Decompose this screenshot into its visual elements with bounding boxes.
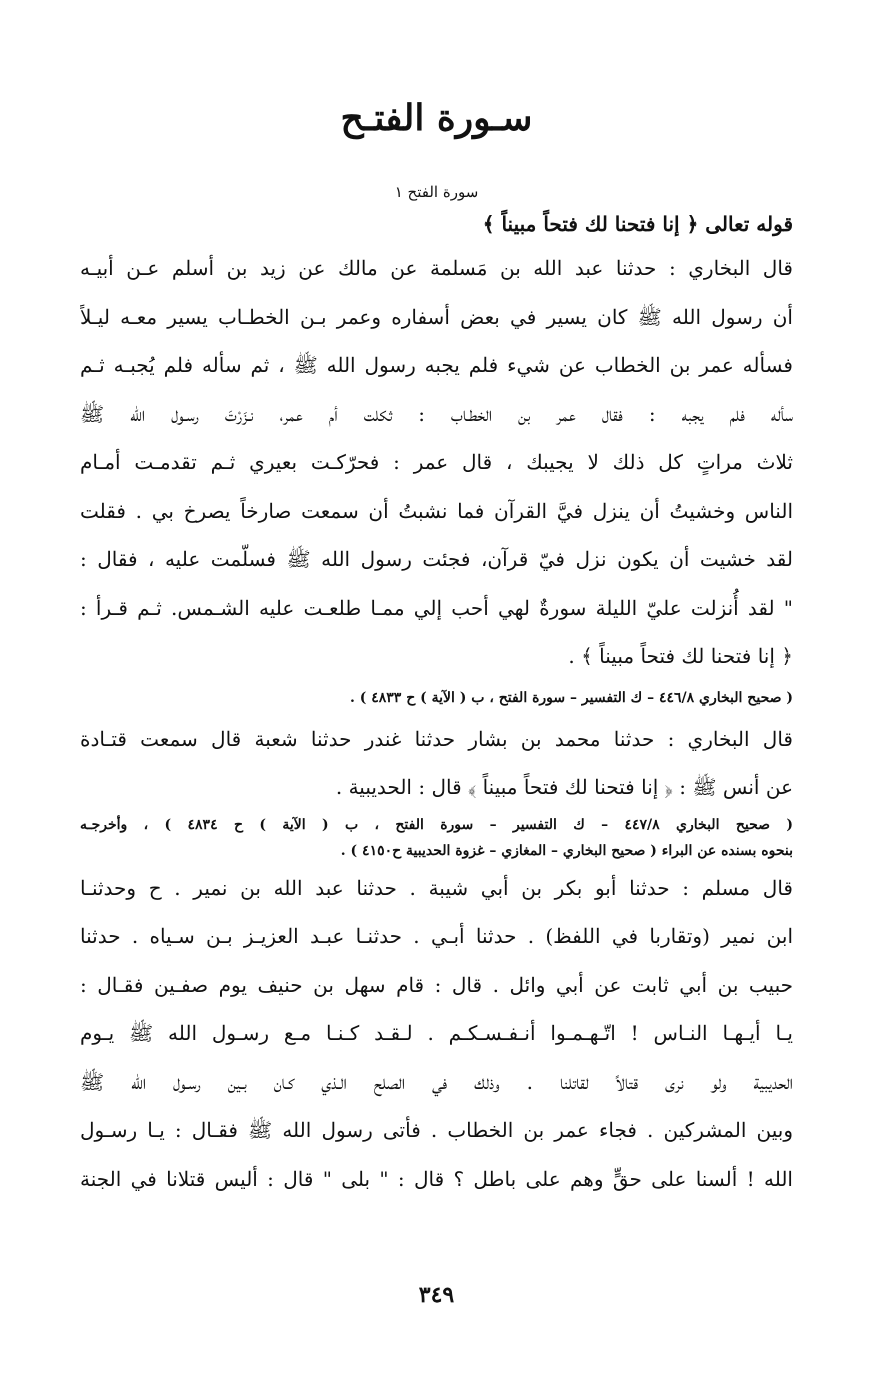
citation: ( صحيح البخاري ٤٤٧/٨ – ك التفسير – سورة الفتح ، ب ( الآية ) ح ٤٨٣٤ ) ، وأخرجـه xyxy=(80,816,793,833)
text-line: عن أنس ﷺ : ﴿ إنا فتحنا لك فتحاً مبيناً ﴾ قال : الحديبية . xyxy=(335,775,793,799)
text-line: حبيب بن أبي ثابت عن أبي وائل . قال : قام سهل بن حنيف يوم صفـين فقـال : xyxy=(80,972,793,997)
text-line: يـا أيـهـا النـاس ! اتّـهـمـوا أنـفـسـكـم . لـقـد كـنـا مـع رسـول الله ﷺ يـوم xyxy=(80,1021,793,1045)
text-line: ﴿ إنا فتحنا لك فتحاً مبيناً ﴾ . xyxy=(568,644,793,668)
text-line: قال مسلم : حدثنا أبو بكر بن أبي شيبة . حدثنا عبد الله بن نمير . ح وحدثنـا xyxy=(80,875,793,900)
text-line: وبين المشركين . فجاء عمر بن الخطاب . فأتى رسول الله ﷺ فقـال : يـا رسـول xyxy=(80,1118,793,1142)
section-bukhari-2 xyxy=(80,715,793,864)
verse-heading: قوله تعالى ﴿ إنا فتحنا لك فتحاً مبيناً ﴾ xyxy=(482,212,793,236)
citation: بنحوه بسنده عن البراء ( صحيح البخاري – المغازي – غزوة الحديبية ح٤١٥٠ ) . xyxy=(340,842,793,859)
text-line: الحديبية ولو نرى قتالاً لقاتلنا . وذلك في الصلح الـذي كـان بـين رسـول الله ﷺ xyxy=(80,1069,793,1094)
text-line: أن رسول الله ﷺ كان يسير في بعض أسفاره وعمر بـن الخطـاب يسير معـه ليـلاً xyxy=(80,304,793,329)
text-line: قال البخاري : حدثنا محمد بن بشار حدثنا غندر حدثنا شعبة قال سمعت قتـادة xyxy=(80,726,793,751)
surah-title: سـورة الفتـح xyxy=(340,97,533,139)
page-number: ٣٤٩ xyxy=(418,1282,455,1308)
text-line: ابن نمير (وتقاربا في اللفظ) . حدثنا أبـي . حدثنـا عبـد العزيـز بـن سـياه . حدثنا xyxy=(80,924,793,948)
text-line: قال البخاري : حدثنا عبد الله بن مَسلمة عن مالك عن زيد بن أسلم عـن أبيـه xyxy=(80,256,793,280)
verse-reference: سورة الفتح ١ xyxy=(394,183,479,201)
text-line: فسأله عمر بن الخطاب عن شيء فلم يجبه رسول الله ﷺ ، ثم سأله فلم يُجبـه ثـم xyxy=(80,353,793,377)
text-line: الناس وخشيتُ أن ينزل فيَّ القرآن فما نشبتُ أن سمعت صارخاً يصرخ بي . فقلت xyxy=(80,498,793,523)
text-line: لقد خشيت أن يكون نزل فيّ قرآن، فجئت رسول الله ﷺ فسلّمت عليه ، فقال : xyxy=(80,547,793,571)
text-line: الله ! ألسنا على حقٍّ وهم على باطل ؟ قال : " بلى " قال : أليس قتلانا في الجنة xyxy=(80,1166,793,1191)
text-line: سأله فلم يجبه : فقال عمر بن الخطـاب : ثكلت أم عمر، نـزَرْتَ رسـول الله ﷺ xyxy=(80,401,793,426)
text-line: " لقد أُنزلت عليّ الليلة سورةٌ لهي أحب إلي ممـا طلعـت عليه الشـمس. ثـم قـرأ : xyxy=(80,595,793,620)
section-muslim xyxy=(80,864,793,1204)
section-bukhari-1 xyxy=(80,244,793,715)
text-line: ثلاث مراتٍ كل ذلك لا يجيبك ، قال عمر : فحرّكـت بعيري ثـم تقدمـت أمـام xyxy=(80,450,793,474)
citation: ( صحيح البخاري ٤٤٦/٨ – ك التفسير – سورة الفتح ، ب ( الآية ) ح ٤٨٣٣ ) . xyxy=(350,689,793,706)
